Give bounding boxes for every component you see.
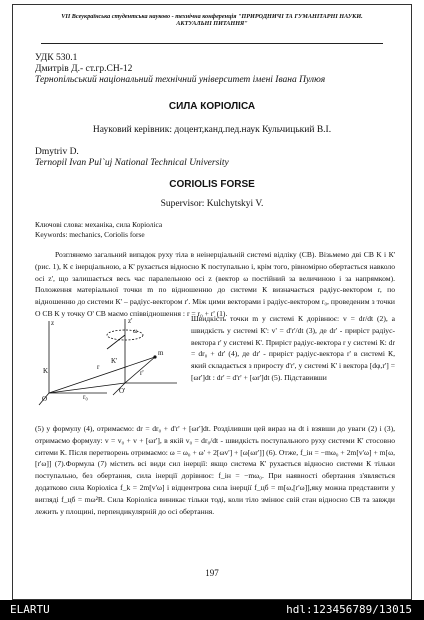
label-k: K: [43, 367, 49, 375]
supervisor-en: Supervisor: Kulchytskyi V.: [160, 199, 264, 209]
label-o: O: [42, 395, 48, 403]
label-m: m: [158, 349, 164, 357]
label-r-prime: r': [140, 369, 144, 377]
label-k-prime: K': [111, 357, 118, 365]
keywords-en: Keywords: mechanics, Coriolis forse: [35, 230, 145, 239]
label-r: r: [97, 363, 100, 371]
author-ua: Дмитрів Д.- ст.гр.СН-12: [35, 64, 133, 74]
paragraph-2: Швидкість точки m у системі К дорівнює: v = dr/dt (2), а швидкість у системі К': v' = d'r'/dt (3), де dr' - приріст радіус-вектора r' у системі К'. Приріст радіус-вектора r у системі К: dr = dr₀ + dr' (4), де dr' - приріст радіус-вектора r' в системі К, який складається з приросту d'r', у системі К' і вектора [dφ,r'] = [ωr']dt : dr' = d'r' + [ωr']dt (5). Підставивши: [191, 314, 395, 382]
header-rule: [41, 43, 383, 44]
university-en: Ternopil Ivan Pul`uj National Technical University: [35, 158, 229, 168]
label-omega: ω: [133, 327, 138, 335]
title-en: CORIOLIS FORSE: [169, 179, 255, 190]
document-page: [12, 4, 412, 600]
label-z: z: [51, 319, 55, 327]
point-m: [153, 355, 156, 358]
vector-r0: [49, 383, 125, 393]
author-en: Dmytriv D.: [35, 147, 79, 157]
paragraph-3: (5) у формулу (4), отримаємо: dr = dr₀ + d'r' + [ωr']dt. Розділивши цей вираз на dt і взявши до уваги (2) і (3), отримаємо формулу: v = v₀ + v + [ωr'], в якій v₀ = dr₀/dt - швидкість поступального руху системи К' стосовно ситеми К. Після перетворень отримаємо: ω = ω₀ + ω' + 2[ωv'] + [ω[ωr']] (6). Отже, f_ін = −mω₀ + 2m[v'ω] + m[ω,[r'ω]] (7).Формула (7) містить всі види сил інерції: якщо система К' рухається відносно системи К тільки поступально, без обертання, сила інерції дорівнює: f_ін = −mω₀. При наявності обертання з'являється додатково сила Коріоліса f_k = 2m[v'ω] і відцентрова сила інерції f_цб = m[ω,[r'ω]],яку можна представити у вигляді f_цб = mω²R. Сила Коріоліса виникає тільки тоді, коли тіло змінює свій стан відносно СВ та завжди лежить у площині, перпендикулярній до осі обертання.: [35, 424, 395, 516]
label-z-prime: z': [128, 317, 133, 325]
paragraph-1: Розглянемо загальний випадок руху тіла в неінерціальній системі відліку (СВ). Візьмемо дві СВ К і К' (рис. 1), К є інерціальною, а К' рухається відносно К поступально і, крім того, рівномірно обертається навколо осі z', що залишається весь час паралельною осі z (вектор ω постійний за величиною і за напрямком). Положення матеріальної точки m по відношенню до системи К визначається радіус-вектором r, по відношенню до системи К' – радіус-вектором r'. Між цими векторами і радіус-вектором r₀, проведеним з точки О СВ К у точку О' СВ маємо співвідношення : r = r₀ + r' (1).: [35, 250, 395, 318]
reference-frames-figure: [37, 313, 187, 408]
handle-link[interactable]: hdl:123456789/13015: [286, 603, 412, 616]
repository-name[interactable]: ELARTU: [10, 603, 50, 616]
university-ua: Тернопільський національний технічний університет імені Івана Пулюя: [35, 75, 326, 85]
label-r0: r₀: [83, 393, 88, 401]
page-number: 197: [205, 568, 219, 578]
supervisor-ua: Науковий керівник: доцент,канд.пед.наук Кульчицький В.І.: [92, 125, 332, 135]
label-o-prime: O': [119, 387, 126, 395]
keywords-ua: Ключові слова: механіка, сила Коріоліса: [35, 220, 163, 229]
title-ua: СИЛА КОРІОЛІСА: [168, 101, 256, 112]
udc-code: УДК 530.1: [35, 53, 78, 63]
footer-bar: [0, 600, 424, 620]
conference-header: VII Всеукраїнська студентська науково - технічна конференція "ПРИРОДНИЧІ ТА ГУМАНІТАРНІ НАУКИ. АКТУАЛЬНІ ПИТАННЯ": [61, 13, 363, 28]
